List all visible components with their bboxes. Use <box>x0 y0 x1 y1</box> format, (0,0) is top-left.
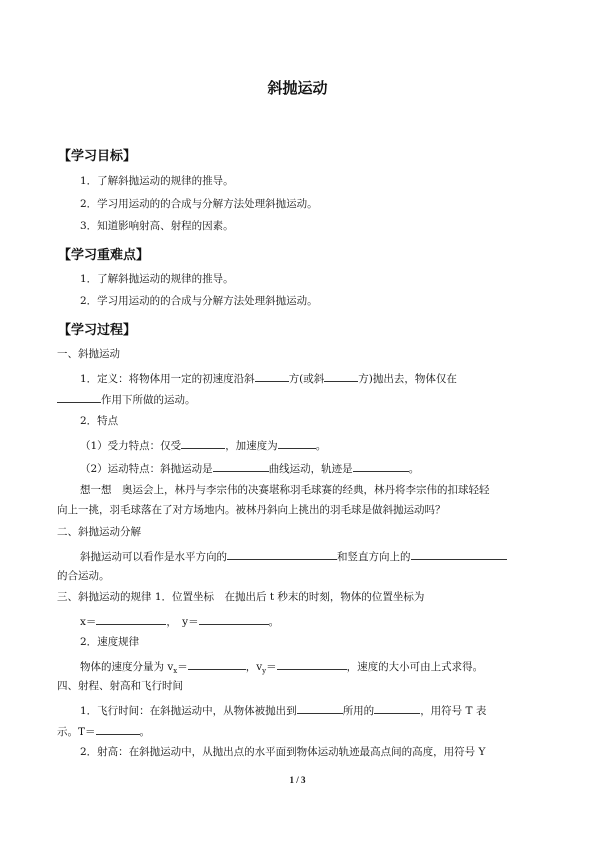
text: 1．飞行时间：在斜抛运动中，从物体被抛出到 <box>80 705 297 717</box>
feature-title: 2．特点 <box>80 415 119 427</box>
text: ＝ <box>177 661 188 673</box>
text: 曲线运动，轨迹是 <box>268 463 353 475</box>
text: 1．定义：将物体用一定的初速度沿斜 <box>80 373 255 385</box>
section-heading-process: 【学习过程】 <box>58 323 137 338</box>
fill-blank <box>353 460 409 472</box>
subscript: y <box>262 667 267 676</box>
text: 物体的速度分量为 v <box>80 661 174 673</box>
text: ，加速度为 <box>225 440 278 452</box>
text: 和竖直方向上的 <box>337 551 411 563</box>
height-line: 2．射高：在斜抛运动中，从抛出点的水平面到物体运动轨迹最高点间的高度，用符号 Y <box>80 746 486 758</box>
section-heading-key-points: 【学习重难点】 <box>58 248 150 263</box>
text: ， y＝ <box>166 616 199 628</box>
feature-line <box>80 437 326 453</box>
flight-time-line <box>80 702 486 718</box>
part-title: 一、斜抛运动 <box>57 348 120 360</box>
text: x＝ <box>80 616 97 628</box>
part-title: 三、斜抛运动的规律 1．位置坐标 在抛出后 t 秒末的时刻，物体的位置坐标为 <box>57 591 425 603</box>
think-paragraph: 向上一挑，羽毛球落在了对方场地内。被林丹斜向上挑出的羽毛球是做斜抛运动吗？ <box>57 504 446 516</box>
text: 。 <box>139 726 151 738</box>
text: 方(或斜 <box>288 373 325 385</box>
text: ，v <box>245 661 263 673</box>
decomposition-line <box>80 548 507 564</box>
text: 作用下所做的运动。 <box>101 394 196 406</box>
decomposition-line: 的合运动。 <box>57 570 110 582</box>
fill-blank <box>255 370 289 382</box>
fill-blank <box>324 370 358 382</box>
text: ＝ <box>266 661 277 673</box>
objective-item: 3．知道影响射高、射程的因素。 <box>80 220 234 232</box>
subscript: x <box>173 667 178 676</box>
fill-blank <box>96 613 166 625</box>
text: ，用符号 T 表 <box>420 705 487 717</box>
fill-blank <box>96 723 140 735</box>
part-title: 二、斜抛运动分解 <box>57 526 141 538</box>
text: 方)抛出去，物体仅在 <box>358 373 457 385</box>
fill-blank <box>213 460 269 472</box>
fill-blank <box>188 658 246 670</box>
fill-blank <box>278 437 316 449</box>
text: （1）受力特点：仅受 <box>80 440 182 452</box>
velocity-title: 2．速度规律 <box>80 636 140 648</box>
fill-blank <box>297 702 343 714</box>
text: 。 <box>268 616 280 628</box>
definition-line <box>80 370 457 386</box>
velocity-line <box>80 658 483 678</box>
objective-item: 1．了解斜抛运动的规律的推导。 <box>80 175 234 187</box>
text: 斜抛运动可以看作是水平方向的 <box>80 551 227 563</box>
fill-blank <box>181 437 225 449</box>
fill-blank <box>277 658 347 670</box>
part-title: 四、射程、射高和飞行时间 <box>57 680 183 692</box>
text: （2）运动特点：斜抛运动是 <box>80 463 213 475</box>
key-point-item: 1．了解斜抛运动的规律的推导。 <box>80 273 234 285</box>
text: 。 <box>408 463 420 475</box>
section-heading-objectives: 【学习目标】 <box>58 149 137 164</box>
text: 示。T＝ <box>57 726 96 738</box>
fill-blank <box>411 548 507 560</box>
flight-time-line <box>57 723 150 739</box>
fill-blank <box>374 702 420 714</box>
page-title: 斜抛运动 <box>267 79 328 97</box>
fill-blank <box>227 548 337 560</box>
text: 。 <box>315 440 327 452</box>
feature-line <box>80 460 419 476</box>
fill-blank <box>57 391 101 403</box>
text: ，速度的大小可由上式求得。 <box>346 661 484 673</box>
fill-blank <box>199 613 269 625</box>
position-line <box>80 613 279 629</box>
definition-line <box>57 391 196 407</box>
text: 所用的 <box>342 705 375 717</box>
page-number: 1 / 3 <box>289 775 306 785</box>
think-paragraph: 想一想 奥运会上，林丹与李宗伟的决赛堪称羽毛球赛的经典，林丹将李宗伟的扣球轻轻 <box>80 484 490 496</box>
objective-item: 2．学习用运动的的合成与分解方法处理斜抛运动。 <box>80 198 318 210</box>
key-point-item: 2．学习用运动的的合成与分解方法处理斜抛运动。 <box>80 295 318 307</box>
